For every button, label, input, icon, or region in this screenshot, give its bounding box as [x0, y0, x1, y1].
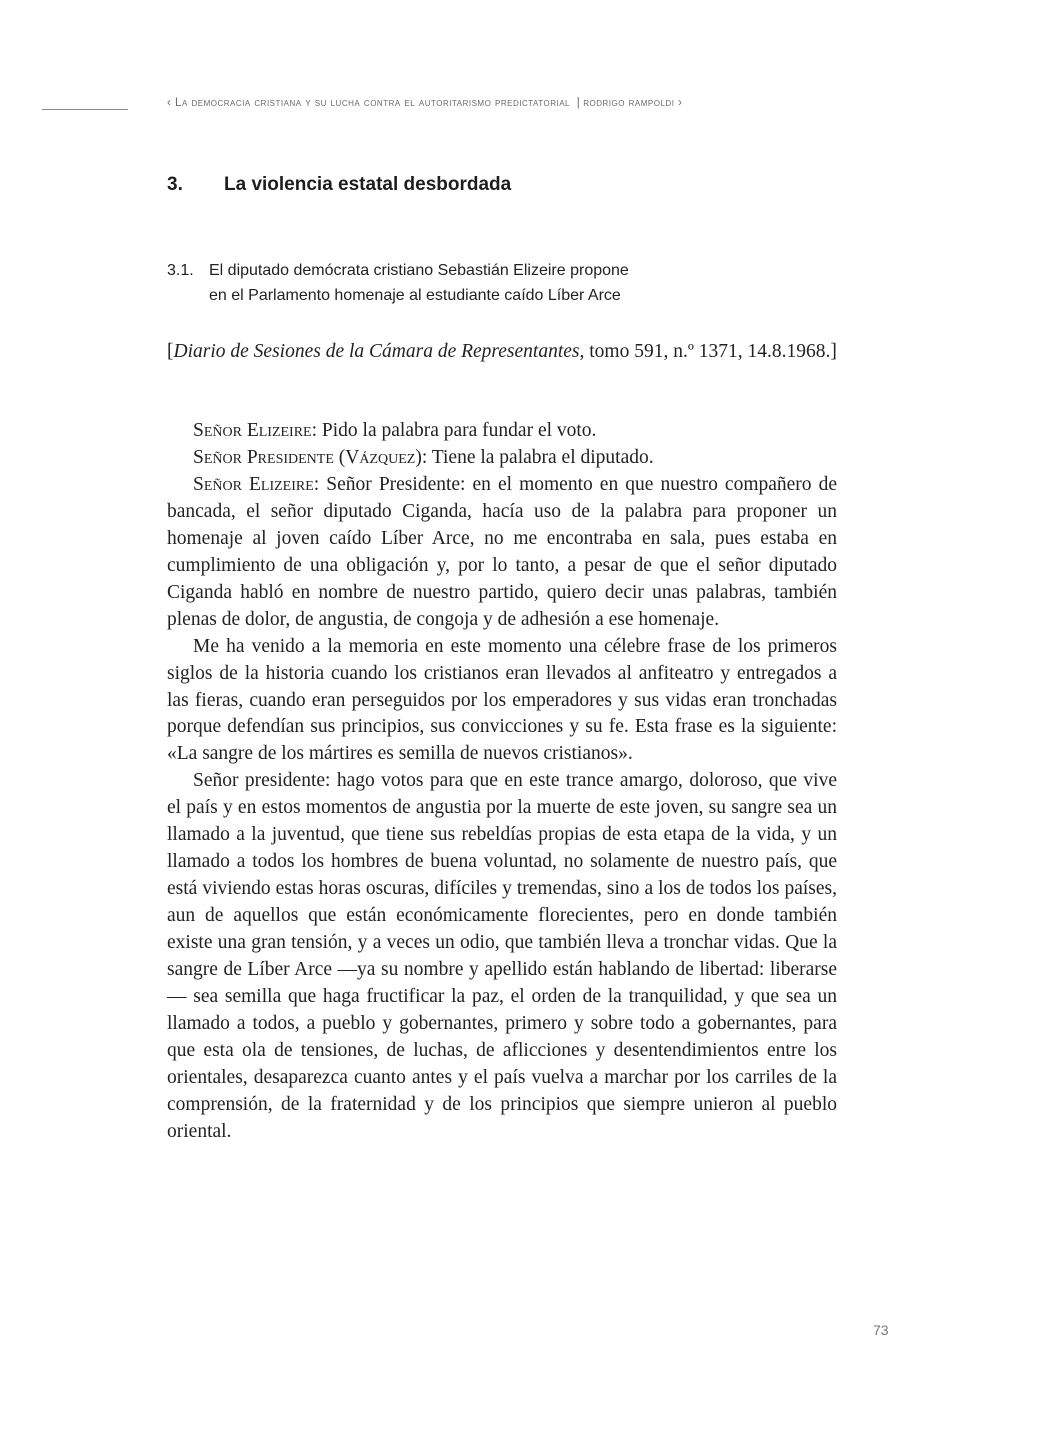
subsection-heading	[167, 258, 767, 308]
page-number: 73	[873, 1322, 889, 1338]
speaker-label: Señor Elizeire:	[193, 420, 318, 441]
source-publication: Diario de Sesiones de la Cámara de Representantes	[173, 341, 580, 362]
running-header	[167, 97, 867, 109]
subsection-title-line-2: en el Parlamento homenaje al estudiante caído Líber Arce	[209, 287, 621, 304]
paragraph-1	[167, 418, 837, 445]
header-book-title: La democracia cristiana y su lucha contra el autoritarismo predictatorial	[175, 97, 571, 109]
paragraph-text: Señor presidente: hago votos para que en este trance amargo, doloroso, que vive el país y en estos momentos de angustia por la muerte de este joven, su sangre sea un llamado a la juventud, que tiene sus rebeldías propias de esta etapa de la vida, y un llamado a todos los hombres de buena voluntad, no solamente de nuestro país, que está viviendo estas horas oscuras, difíciles y tremendas, sino a los de todos los países, aun de aquellos que están económicamente florecientes, pero en donde también existe una gran tensión, y a veces un odio, que también lleva a tronchar vidas. Que la sangre de Líber Arce —ya su nombre y apellido están hablando de libertad: liberarse— sea semilla que haga fructificar la paz, el orden de la tranquilidad, y que sea un llamado a todos, a pueblo y gobernantes, primero y sobre todo a gobernantes, para que esta ola de tensiones, de luchas, de aflicciones y desentendimientos entre los orientales, desaparezca cuanto antes y el país vuelva a marchar por los carriles de la comprensión, de la fraternidad y de los principios que siempre unieron al pueblo oriental.	[167, 770, 837, 1142]
header-separator: |	[576, 97, 581, 109]
paragraph-4	[167, 634, 837, 769]
section-heading	[167, 174, 511, 196]
paragraph-5	[167, 768, 837, 1145]
subsection-number: 3.1.	[167, 262, 194, 279]
paragraph-text: Señor Presidente: en el momento en que nuestro compañero de bancada, el señor diputado Ciganda, hacía uso de la palabra para proponer un homenaje al joven caído Líber Arce, no me encontraba en sala, pues estaba en cumplimiento de una obligación y, por lo tanto, a pesar de que el señor diputado Ciganda habló en nombre de nuestro partido, quiero decir unas palabras, también plenas de dolor, de angustia, de congoja y de adhesión a ese homenaje.	[167, 473, 838, 630]
body-text	[167, 418, 837, 1146]
speaker-label: Señor Elizeire:	[193, 473, 320, 495]
paragraph-3	[167, 472, 837, 634]
header-rule	[42, 109, 128, 110]
section-title: La violencia estatal desbordada	[224, 174, 512, 195]
header-open-mark: ‹	[167, 97, 172, 109]
source-open-bracket: [	[167, 341, 174, 362]
paragraph-text: Pido la palabra para fundar el voto.	[317, 420, 597, 441]
source-citation	[167, 338, 837, 365]
speaker-label: Señor Presidente (Vázquez):	[193, 446, 428, 468]
header-author: rodrigo rampoldi	[583, 97, 675, 109]
paragraph-text: Me ha venido a la memoria en este momento una célebre frase de los primeros siglos de la historia cuando los cristianos eran llevados al anfiteatro y entregados a las fieras, cuando eran perseguidos por los emperadores y sus vidas eran tronchadas porque defendían sus principios, sus convicciones y su fe. Esta frase es la siguiente: «La sangre de los mártires es semilla de nuevos cristianos».	[167, 635, 837, 765]
section-number: 3.	[167, 174, 183, 195]
paragraph-2	[167, 445, 837, 472]
header-close-mark: ›	[678, 97, 683, 109]
source-details: , tomo 591, n.º 1371, 14.8.1968.]	[579, 341, 837, 362]
paragraph-text: Tiene la palabra el diputado.	[427, 446, 654, 468]
subsection-title-line-1: El diputado demócrata cristiano Sebastián Elizeire propone	[209, 262, 629, 279]
